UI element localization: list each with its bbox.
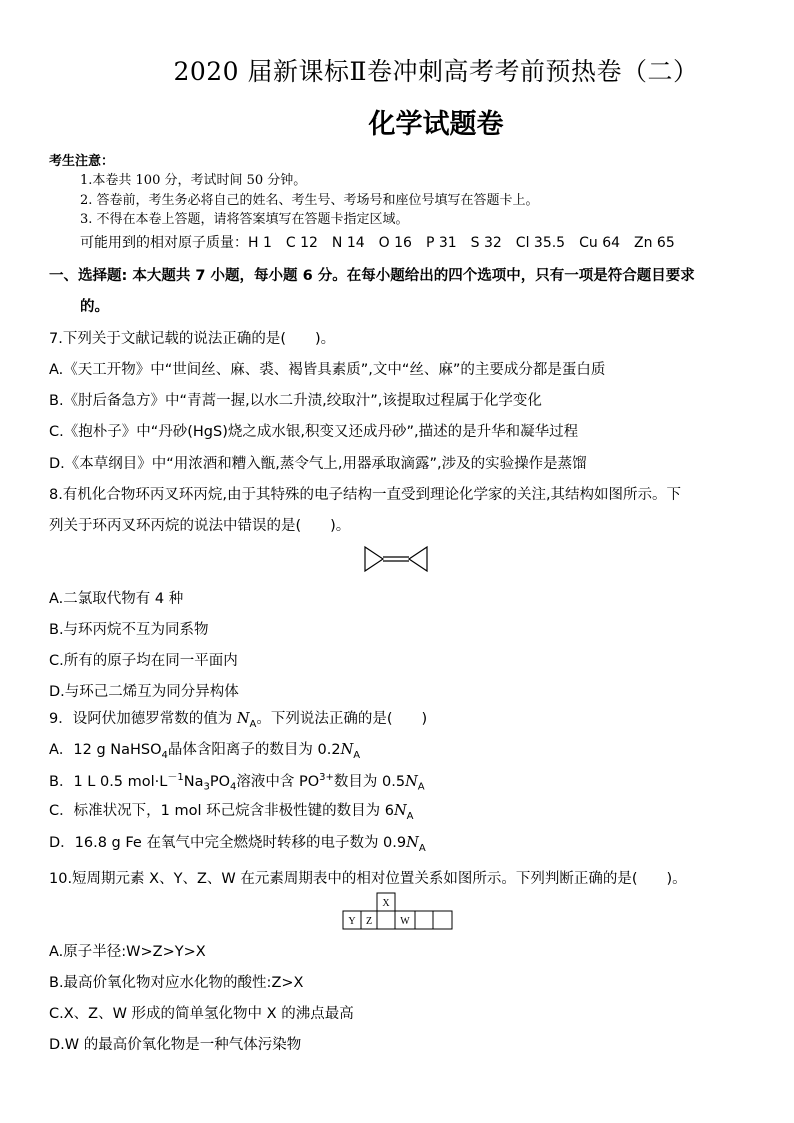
q8-option-a: A.二氯取代物有 4 种 — [49, 591, 184, 607]
cell-w: W — [400, 916, 410, 927]
q9-option-b: B．1 L 0.5 $mol\cdot L^{-1}Na_3PO_4$溶液中含 $PO^{3+}$数目为 $0.5N_A$ — [49, 772, 425, 793]
q9-option-c: C．标准状况下，1 mol 环己烷含非极性键的数目为 $6N_A$ — [49, 803, 414, 822]
q10-stem: 10.短周期元素 X、Y、Z、W 在元素周期表中的相对位置关系如图所示。下列判断正确的是( )。 — [49, 871, 687, 887]
q10-option-d: D.W 的最高价氧化物是一种气体污染物 — [49, 1037, 302, 1053]
q8-option-d: D.与环己二烯互为同分异构体 — [49, 684, 239, 700]
cell-x: X — [382, 898, 390, 909]
notice-item-1: 1.本卷共 100 分，考试时间 50 分钟。 — [80, 173, 307, 188]
q10-option-a: A.原子半径:W>Z>Y>X — [49, 944, 206, 960]
q10-option-b: B.最高价氧化物对应水化物的酸性:Z>X — [49, 975, 304, 991]
notice-item-2: 2. 答卷前，考生务必将自己的姓名、考生号、考场号和座位号填写在答题卡上。 — [80, 193, 539, 208]
q8-option-b: B.与环丙烷不互为同系物 — [49, 622, 209, 638]
q7-option-c: C.《抱朴子》中“丹砂(HgS)烧之成水银,积变又还成丹砂”,描述的是升华和凝华过程 — [49, 424, 579, 440]
q9-stem: 9．设阿伏加德罗常数的值为 $N_A$。下列说法正确的是( ) — [49, 711, 428, 730]
section-heading-line2: 的。 — [80, 299, 109, 315]
q8-stem-line2: 列关于环丙叉环丙烷的说法中错误的是( )。 — [49, 518, 351, 534]
atomic-masses: 可能用到的相对原子质量：H 1 C 12 N 14 O 16 P 31 S 32 Cl 35.5 Cu 64 Zn 65 — [80, 235, 675, 251]
q7-option-d: D.《本草纲目》中“用浓酒和糟入甑,蒸令气上,用器承取滴露”,涉及的实验操作是蒸馏 — [49, 456, 587, 472]
q7-option-b: B.《肘后备急方》中“青蒿一握,以水二升渍,绞取汁”,该提取过程属于化学变化 — [49, 393, 542, 409]
q10-option-c: C.X、Z、W 形成的简单氢化物中 X 的沸点最高 — [49, 1006, 354, 1022]
q8-stem-line1: 8.有机化合物环丙叉环丙烷,由于其特殊的电子结构一直受到理论化学家的关注,其结构如图所示。下 — [49, 487, 682, 503]
cell-y: Y — [348, 916, 356, 927]
q9-option-a: A．12 g NaHSO$_4$晶体含阳离子的数目为 $0.2N_A$ — [49, 742, 361, 761]
cyclopropylidenecyclopropane-structure — [363, 545, 429, 573]
cell-z: Z — [365, 916, 373, 927]
q8-option-c: C.所有的原子均在同一平面内 — [49, 653, 238, 669]
section-heading-line1: 一、选择题: 本大题共 7 小题，每小题 6 分。在每小题给出的四个选项中，只有一项是符合题目要求 — [49, 268, 695, 284]
exam-title: 2020 届新课标Ⅱ卷冲刺高考考前预热卷（二） — [173, 57, 699, 86]
q7-option-a: A.《天工开物》中“世间丝、麻、裘、褐皆具素质”,文中“丝、麻”的主要成分都是蛋白质 — [49, 362, 606, 378]
q7-stem: 7.下列关于文献记载的说法正确的是( )。 — [49, 331, 336, 347]
periodic-table-fragment — [342, 892, 454, 930]
notice-item-3: 3. 不得在本卷上答题，请将答案填写在答题卡指定区域。 — [80, 212, 409, 227]
exam-subtitle: 化学试题卷 — [368, 109, 504, 140]
q9-option-d: D．16.8 g Fe 在氧气中完全燃烧时转移的电子数为 $0.9N_A$ — [49, 835, 426, 854]
notice-heading: 考生注意： — [49, 154, 115, 169]
